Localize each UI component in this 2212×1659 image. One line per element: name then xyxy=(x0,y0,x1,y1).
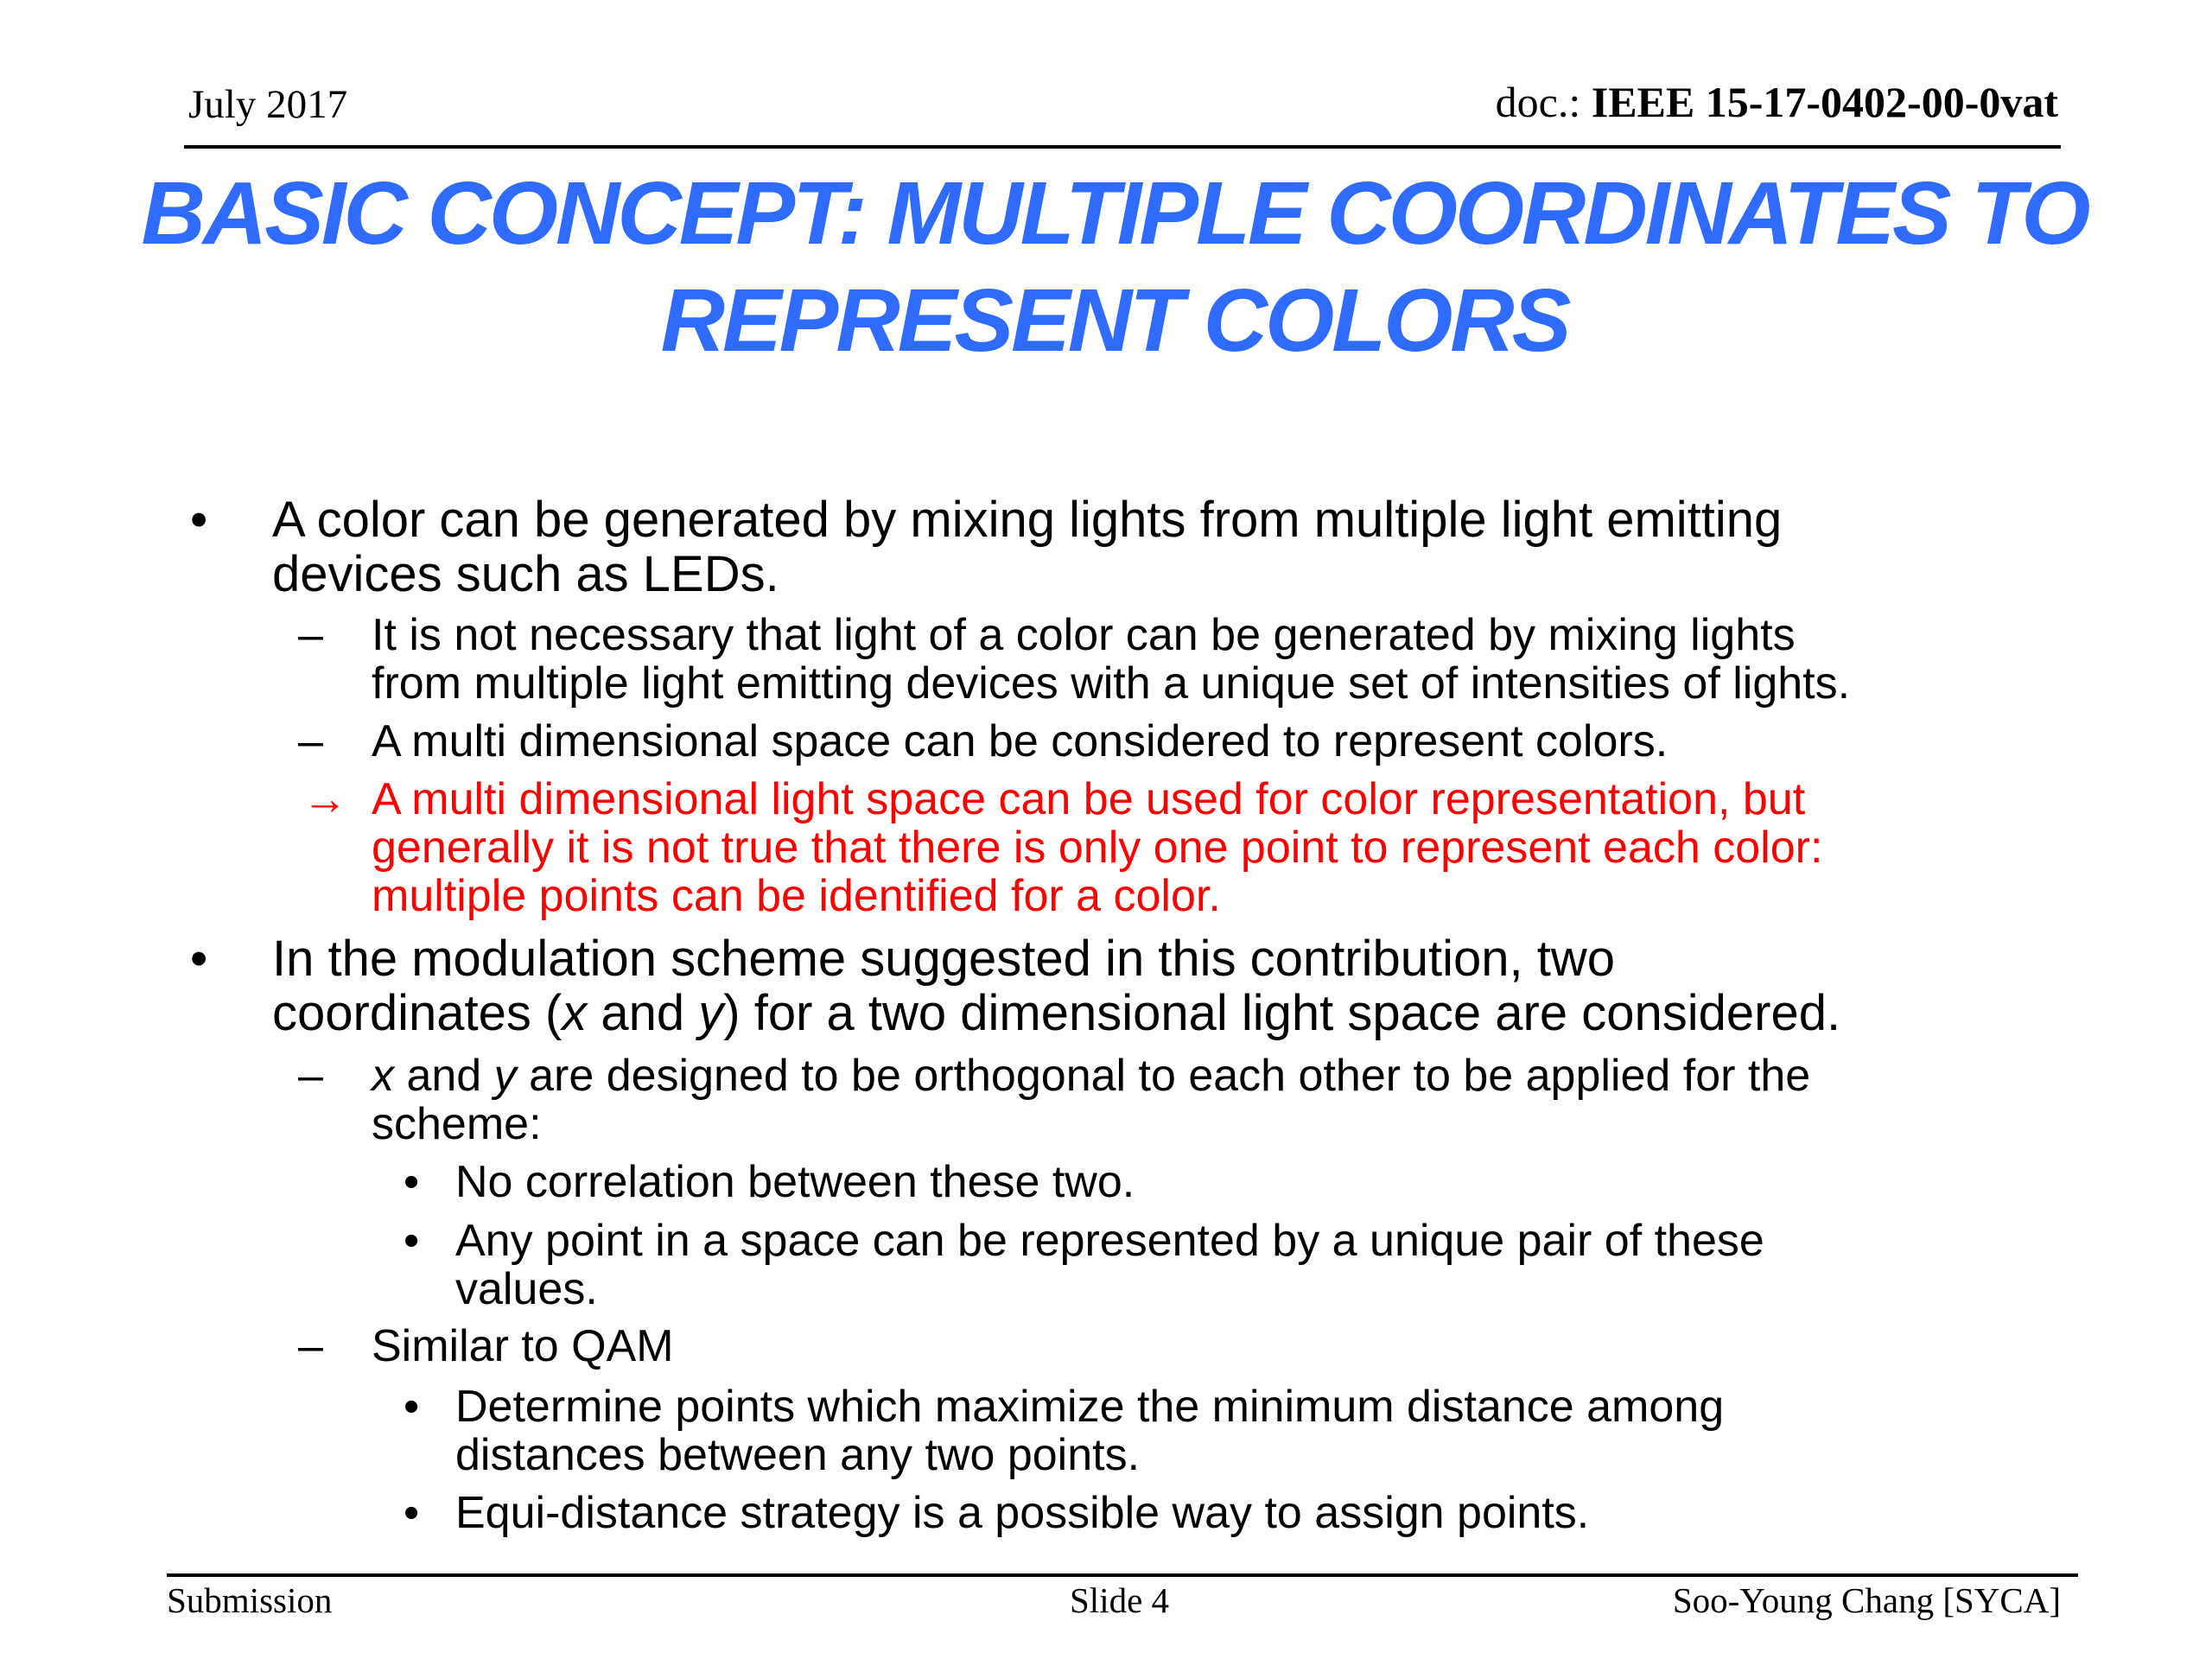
header-divider xyxy=(184,145,2061,149)
variable-y: y xyxy=(493,1051,517,1101)
sub-bullet-similar-to-qam xyxy=(298,1321,674,1371)
highlight-conclusion xyxy=(302,774,1823,921)
text-run: and xyxy=(394,1051,494,1101)
bullet-text-line: scheme: xyxy=(372,1099,542,1149)
bullet-dot-icon: • xyxy=(404,1488,420,1538)
bullet-modulation-scheme xyxy=(190,931,1841,1041)
sub-sub-bullet-equi-distance xyxy=(404,1488,1590,1538)
header-date: July 2017 xyxy=(188,82,348,127)
sub-sub-bullet-maximize-distance xyxy=(404,1382,1725,1480)
bullet-text-line: A multi dimensional space can be considered to represent colors. xyxy=(372,716,1669,766)
bullet-dot-icon: • xyxy=(190,931,208,987)
bullet-text-line: Determine points which maximize the minimum distance among xyxy=(455,1382,1725,1432)
bullet-text-line: from multiple light emitting devices with a unique set of intensities of lights. xyxy=(372,658,1851,709)
dash-bullet-icon: – xyxy=(298,1321,323,1371)
dash-bullet-icon: – xyxy=(298,1051,323,1101)
header-doc-number: IEEE 15-17-0402-00-0vat xyxy=(1591,78,2058,126)
footer-submission: Submission xyxy=(167,1580,333,1620)
right-arrow-icon: → xyxy=(302,774,347,824)
text-run: and xyxy=(587,985,699,1041)
sub-sub-bullet-no-correlation xyxy=(404,1157,1135,1207)
variable-x: x xyxy=(562,985,588,1041)
variable-y: y xyxy=(698,985,724,1041)
bullet-color-mixing xyxy=(190,492,1783,602)
header-doc-id xyxy=(1496,80,2058,124)
bullet-dot-icon: • xyxy=(404,1382,420,1432)
bullet-text-line: Any point in a space can be represented by a unique pair of these xyxy=(455,1216,1764,1266)
bullet-text-line: multiple points can be identified for a color. xyxy=(372,871,1221,921)
bullet-dot-icon: • xyxy=(404,1216,420,1266)
bullet-text-line xyxy=(272,986,1840,1040)
footer-divider xyxy=(167,1573,2078,1577)
bullet-dot-icon: • xyxy=(404,1157,420,1207)
bullet-text-line: A multi dimensional light space can be used for color representation, but xyxy=(372,774,1806,824)
slide-title xyxy=(130,160,2100,374)
bullet-text-line: In the modulation scheme suggested in this contribution, two xyxy=(272,931,1616,987)
slide-title-line-1: BASIC CONCEPT: MULTIPLE COORDINATES TO xyxy=(141,163,2088,263)
footer-slide-number: Slide 4 xyxy=(1070,1580,1170,1620)
text-run: coordinates ( xyxy=(272,985,563,1041)
sub-bullet-multi-dimensional-space xyxy=(298,716,1669,766)
bullet-text-line: distances between any two points. xyxy=(455,1430,1141,1480)
dash-bullet-icon: – xyxy=(298,610,323,660)
bullet-text-line: devices such as LEDs. xyxy=(272,546,779,602)
bullet-text-line: Similar to QAM xyxy=(372,1321,674,1371)
text-run: ) for a two dimensional light space are considered. xyxy=(723,985,1841,1041)
sub-bullet-orthogonal xyxy=(298,1051,1811,1149)
bullet-text-line: A color can be generated by mixing lights from multiple light emitting xyxy=(272,492,1783,548)
header-doc-prefix: doc.: xyxy=(1495,78,1592,126)
text-run: are designed to be orthogonal to each other to be applied for the xyxy=(516,1051,1811,1101)
variable-x: x xyxy=(372,1051,394,1101)
slide-title-line-2: REPRESENT COLORS xyxy=(660,270,1569,370)
bullet-text-line: No correlation between these two. xyxy=(455,1157,1135,1207)
bullet-dot-icon: • xyxy=(190,492,208,548)
bullet-text-line: Equi-distance strategy is a possible way to assign points. xyxy=(455,1488,1590,1538)
sub-sub-bullet-unique-pair xyxy=(404,1216,1764,1314)
bullet-text-line xyxy=(372,1052,1810,1100)
footer-author: Soo-Young Chang [SYCA] xyxy=(1672,1580,2061,1620)
bullet-text-line: generally it is not true that there is only one point to represent each color: xyxy=(372,823,1823,873)
bullet-text-line: values. xyxy=(455,1264,598,1314)
dash-bullet-icon: – xyxy=(298,716,323,766)
bullet-text-line: It is not necessary that light of a color can be generated by mixing lights xyxy=(372,610,1796,660)
sub-bullet-not-necessary xyxy=(298,610,1851,709)
